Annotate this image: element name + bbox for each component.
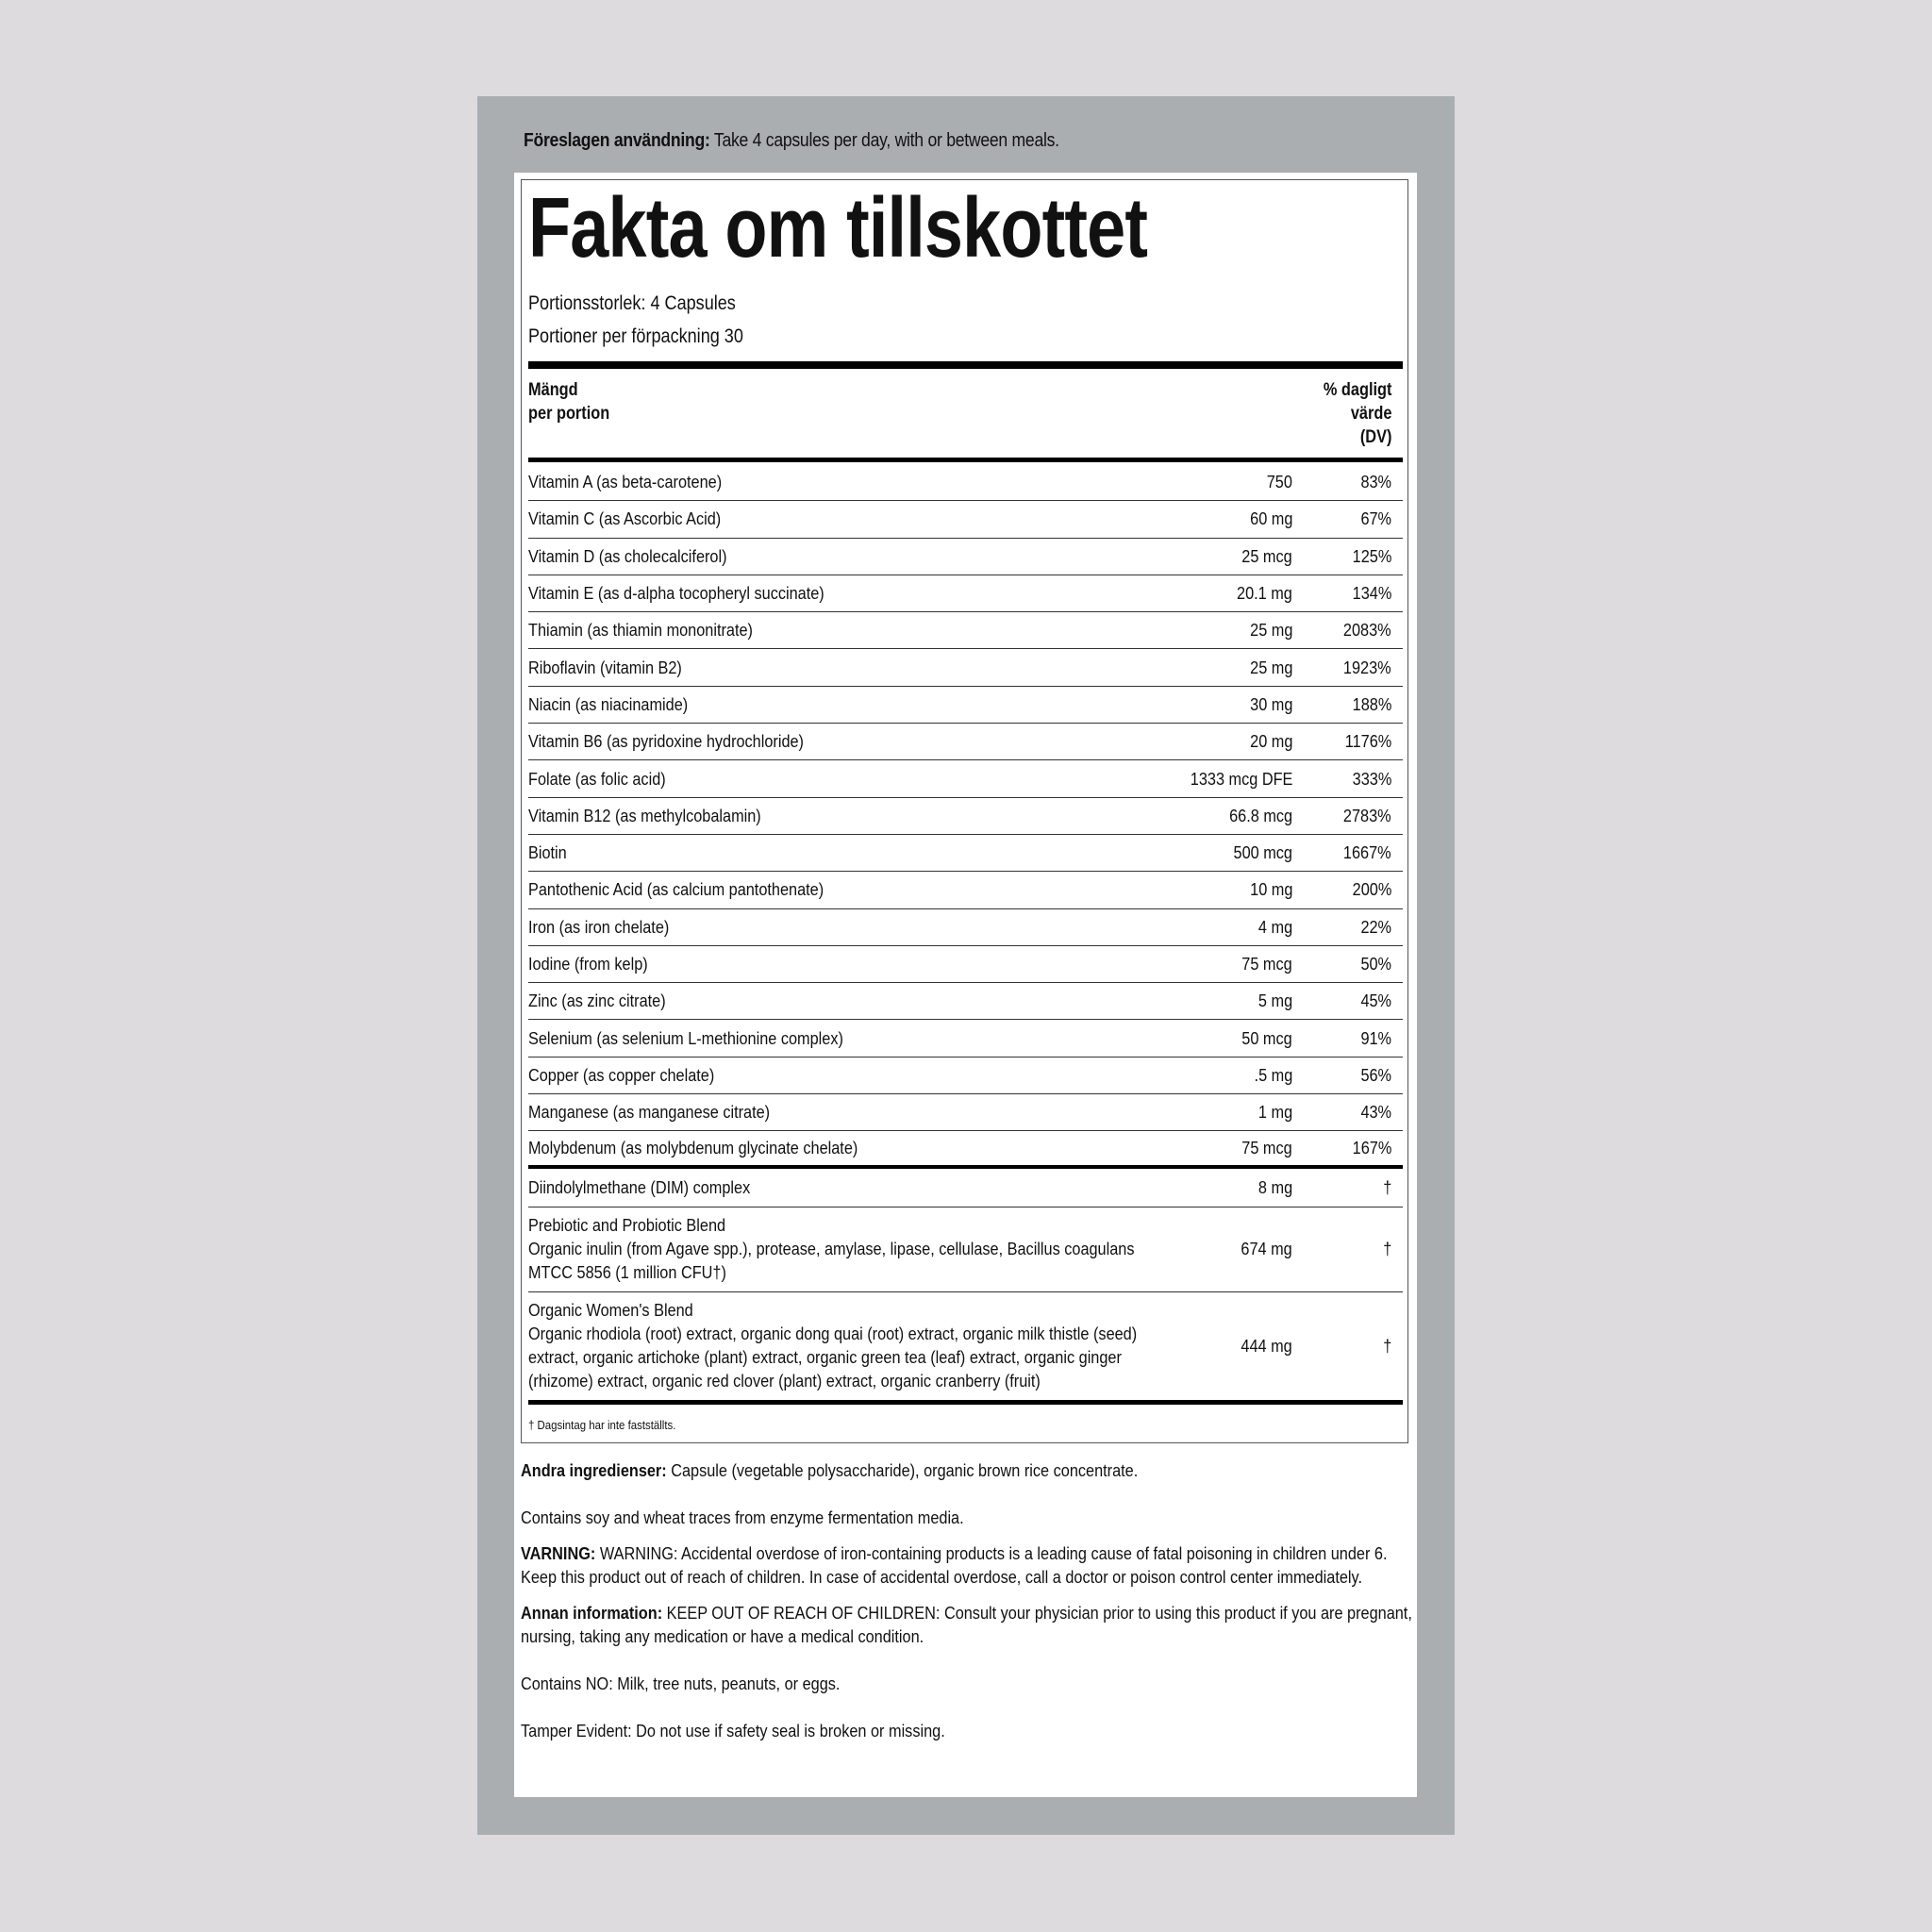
nutrient-amount: 20.1 mg	[1237, 583, 1292, 604]
blend-dv: †	[1382, 1176, 1391, 1197]
nutrient-name: Vitamin B12 (as methylcobalamin)	[528, 805, 761, 825]
nutrient-amount: 50 mcg	[1241, 1027, 1292, 1048]
nutrient-amount: 66.8 mcg	[1229, 805, 1292, 825]
nutrient-dv: 1667%	[1343, 842, 1391, 863]
nutrient-amount: 30 mg	[1249, 693, 1292, 714]
nutrient-dv: 2083%	[1343, 620, 1391, 641]
nutrient-amount: 1333 mcg DFE	[1190, 768, 1292, 789]
tamper-evident: Tamper Evident: Do not use if safety seal is broken or missing.	[521, 1721, 945, 1740]
nutrient-name: Vitamin A (as beta-carotene)	[528, 472, 723, 492]
dv-header-line1: % dagligt	[1323, 380, 1391, 400]
thick-divider	[528, 361, 1403, 369]
serving-size: Portionsstorlek: 4 Capsules	[528, 292, 736, 314]
nutrient-dv: 1923%	[1343, 657, 1391, 677]
nutrient-name: Iodine (from kelp)	[528, 954, 648, 974]
supplement-facts-box	[521, 179, 1408, 1443]
nutrient-amount: 25 mg	[1249, 620, 1292, 641]
nutrient-row	[528, 501, 1403, 538]
nutrient-name: Iron (as iron chelate)	[528, 916, 670, 937]
nutrient-dv: 2783%	[1343, 805, 1391, 825]
table-header	[528, 378, 1403, 454]
nutrient-row	[528, 872, 1403, 908]
nutrient-amount: 20 mg	[1249, 731, 1292, 752]
nutrient-name: Vitamin E (as d-alpha tocopheryl succinate)	[528, 583, 824, 604]
nutrient-row	[528, 464, 1403, 501]
nutrient-name: Copper (as copper chelate)	[528, 1064, 715, 1085]
blend-dv: †	[1382, 1335, 1391, 1356]
blend-amount: 674 mg	[1241, 1239, 1292, 1259]
nutrient-row	[528, 687, 1403, 724]
nutrient-amount: .5 mg	[1254, 1064, 1292, 1085]
nutrient-amount: 1 mg	[1257, 1102, 1292, 1123]
nutrient-row	[528, 760, 1403, 797]
nutrient-row	[528, 835, 1403, 872]
nutrient-name: Vitamin D (as cholecalciferol)	[528, 545, 727, 566]
other-ingredients-label: Andra ingredienser:	[521, 1460, 667, 1480]
nutrient-name: Biotin	[528, 842, 567, 863]
nutrient-dv: 56%	[1360, 1064, 1391, 1085]
blend-amount: 8 mg	[1257, 1176, 1292, 1197]
blend-name: Organic Women's Blend	[528, 1299, 693, 1320]
nutrient-name: Molybdenum (as molybdenum glycinate chelate)	[528, 1137, 858, 1158]
nutrient-row	[528, 1020, 1403, 1057]
nutrient-row	[528, 1058, 1403, 1094]
nutrient-amount: 25 mcg	[1241, 545, 1292, 566]
nutrient-row	[528, 946, 1403, 983]
nutrient-amount: 75 mcg	[1241, 1137, 1292, 1158]
nutrient-amount: 60 mg	[1249, 508, 1292, 529]
nutrient-row	[528, 798, 1403, 835]
warning-label: VARNING:	[521, 1543, 596, 1563]
allergen-note: Contains soy and wheat traces from enzyme fermentation media.	[521, 1507, 964, 1527]
blend-detail: Organic inulin (from Agave spp.), protease, amylase, lipase, cellulase, Bacillus coagulans MTCC 5856 (1 million CFU†)	[528, 1238, 1135, 1282]
contains-no: Contains NO: Milk, tree nuts, peanuts, or eggs.	[521, 1674, 841, 1693]
nutrient-name: Manganese (as manganese citrate)	[528, 1102, 771, 1123]
nutrient-row	[528, 612, 1403, 649]
dv-header-line3: (DV)	[1359, 427, 1391, 447]
nutrient-dv: 134%	[1352, 583, 1391, 604]
blend-amount: 444 mg	[1241, 1335, 1292, 1356]
nutrient-row	[528, 1131, 1403, 1168]
nutrient-dv: 125%	[1352, 545, 1391, 566]
servings-per-container: Portioner per förpackning 30	[528, 325, 743, 347]
nutrient-dv: 50%	[1360, 954, 1391, 974]
blend-name: Prebiotic and Probiotic Blend	[528, 1214, 726, 1235]
nutrient-dv: 333%	[1352, 768, 1391, 789]
label-panel	[514, 173, 1417, 1797]
nutrient-dv: 1176%	[1344, 731, 1391, 752]
suggested-use-label: Föreslagen användning:	[524, 130, 710, 151]
nutrient-name: Vitamin B6 (as pyridoxine hydrochloride)	[528, 731, 804, 752]
blend-row	[528, 1169, 1403, 1208]
blend-dv: †	[1382, 1239, 1391, 1259]
additional-info-label: Annan information:	[521, 1603, 663, 1623]
blend-name: Diindolylmethane (DIM) complex	[528, 1176, 751, 1197]
nutrient-amount: 4 mg	[1257, 916, 1292, 937]
nutrient-name: Vitamin C (as Ascorbic Acid)	[528, 508, 722, 529]
amount-header-line1: Mängd	[528, 380, 578, 400]
nutrient-name: Folate (as folic acid)	[528, 768, 666, 789]
dv-footnote: † Dagsintag har inte fastställts.	[528, 1417, 676, 1432]
nutrient-name: Thiamin (as thiamin mononitrate)	[528, 620, 753, 641]
nutrient-amount: 500 mcg	[1233, 842, 1292, 863]
nutrient-dv: 22%	[1360, 916, 1391, 937]
nutrient-row	[528, 539, 1403, 575]
nutrient-row	[528, 575, 1403, 612]
nutrient-row	[528, 1094, 1403, 1131]
nutrient-name: Pantothenic Acid (as calcium pantothenate)	[528, 879, 824, 900]
nutrient-amount: 25 mg	[1249, 657, 1292, 677]
blend-row	[528, 1292, 1403, 1405]
nutrient-row	[528, 649, 1403, 686]
blend-detail: Organic rhodiola (root) extract, organic dong quai (root) extract, organic milk thistle (seed) extract, organic artichoke (plant) extract, organic green tea (leaf) extract, organic ginger (rhizome) extract, organic red clover (plant) extract, organic cranberry (fruit)	[528, 1323, 1138, 1391]
nutrient-name: Riboflavin (vitamin B2)	[528, 657, 682, 677]
nutrient-dv: 43%	[1360, 1102, 1391, 1123]
nutrient-dv: 200%	[1352, 879, 1391, 900]
nutrient-row	[528, 909, 1403, 946]
nutrient-dv: 91%	[1360, 1027, 1391, 1048]
nutrient-dv: 188%	[1352, 693, 1391, 714]
blend-row	[528, 1208, 1403, 1292]
other-ingredients-text: Capsule (vegetable polysaccharide), organic brown rice concentrate.	[666, 1460, 1139, 1480]
suggested-use	[524, 130, 1059, 152]
nutrient-dv: 67%	[1360, 508, 1391, 529]
suggested-use-text: Take 4 capsules per day, with or between meals.	[709, 130, 1059, 151]
nutrient-amount: 75 mcg	[1241, 954, 1292, 974]
medium-divider	[528, 458, 1403, 462]
nutrient-row	[528, 983, 1403, 1020]
nutrient-table	[528, 464, 1403, 1442]
nutrient-dv: 167%	[1352, 1137, 1391, 1158]
nutrient-name: Selenium (as selenium L-methionine complex)	[528, 1027, 843, 1048]
warning	[521, 1541, 1413, 1589]
other-information	[521, 1458, 1412, 1742]
additional-info	[521, 1601, 1413, 1648]
facts-title: Fakta om tillskottet	[528, 181, 1148, 275]
amount-header-line2: per portion	[528, 404, 610, 424]
nutrient-amount: 10 mg	[1249, 879, 1292, 900]
nutrient-dv: 83%	[1360, 472, 1391, 492]
nutrient-name: Niacin (as niacinamide)	[528, 693, 689, 714]
nutrient-amount: 750	[1266, 472, 1292, 492]
other-ingredients	[521, 1458, 1413, 1482]
nutrient-dv: 45%	[1360, 991, 1391, 1011]
nutrient-amount: 5 mg	[1257, 991, 1292, 1011]
dv-header-line2: värde	[1350, 404, 1391, 424]
additional-info-text: KEEP OUT OF REACH OF CHILDREN: Consult your physician prior to using this product if you are pregnant, nursing, taking any medication or have a medical condition.	[521, 1603, 1412, 1646]
warning-text: WARNING: Accidental overdose of iron-containing products is a leading cause of fatal poisoning in children under 6. Keep this product out of reach of children. In case of accidental overdose, call a doctor or poison control center immediately.	[521, 1543, 1388, 1587]
nutrient-row	[528, 724, 1403, 760]
nutrient-name: Zinc (as zinc citrate)	[528, 991, 666, 1011]
